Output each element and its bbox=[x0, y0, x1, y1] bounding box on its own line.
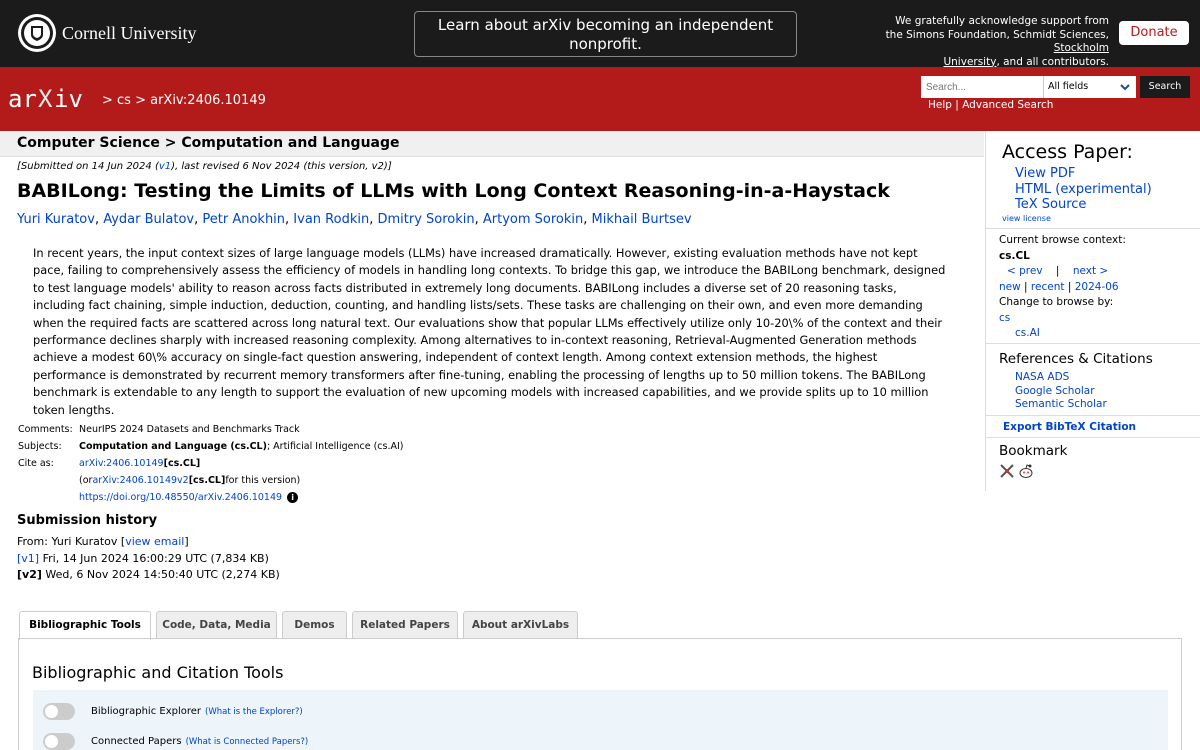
browse-csai-link[interactable]: cs.AI bbox=[1015, 327, 1040, 339]
author-link[interactable]: Aydar Bulatov bbox=[103, 212, 195, 227]
cornell-wordmark: Cornell University bbox=[62, 22, 197, 43]
browse-cs-link[interactable]: cs bbox=[999, 311, 1011, 324]
author-link[interactable]: Artyom Sorokin bbox=[482, 212, 584, 227]
bibsonomy-icon[interactable] bbox=[999, 463, 1015, 479]
submission-history: From: Yuri Kuratov [view email] [v1] Fri, 14 Jun 2024 16:00:29 UTC (7,834 KB) [v2] Wed, 6 Nov 2024 14:50:40 UTC (2,274 KB) bbox=[17, 535, 280, 581]
v1-link[interactable]: v1 bbox=[158, 161, 172, 172]
references-links bbox=[1015, 371, 1107, 412]
browse-context: Current browse context: cs.CL < prev | next > new | recent | 2024-06 Change to browse by: cs cs.AI bbox=[999, 233, 1199, 342]
cornell-banner bbox=[0, 0, 1200, 67]
author-link[interactable]: Yuri Kuratov bbox=[17, 212, 95, 227]
month-link[interactable]: 2024-06 bbox=[1074, 280, 1119, 293]
reddit-icon[interactable] bbox=[1018, 463, 1034, 479]
search-field-select[interactable]: All fields bbox=[1043, 76, 1136, 98]
stockholm-link[interactable]: Stockholm bbox=[1053, 42, 1109, 54]
cite-v2-link[interactable]: arXiv:2406.10149v2 bbox=[92, 475, 189, 486]
divider bbox=[986, 343, 1200, 344]
html-link[interactable]: HTML (experimental) bbox=[1015, 181, 1152, 197]
view-email-link[interactable]: view email bbox=[125, 535, 185, 548]
tool-connected-papers: Connected Papers (What is Connected Papers?) bbox=[43, 733, 308, 750]
subject-header bbox=[0, 131, 984, 157]
author-link[interactable]: Dmitry Sorokin bbox=[377, 212, 475, 227]
paper-title: BABILong: Testing the Limits of LLMs with Long Context Reasoning-in-a-Haystack bbox=[17, 180, 890, 202]
author-link[interactable]: Ivan Rodkin bbox=[293, 212, 370, 227]
tex-source-link[interactable]: TeX Source bbox=[1015, 197, 1087, 212]
bibtools-heading: Bibliographic and Citation Tools bbox=[32, 663, 284, 682]
tab-related-papers[interactable]: Related Papers bbox=[352, 611, 458, 639]
svg-text:ar: ar bbox=[8, 85, 37, 113]
references-title: References & Citations bbox=[999, 351, 1153, 367]
comments-label: Comments: bbox=[18, 424, 73, 435]
tab-demos[interactable]: Demos bbox=[282, 611, 347, 639]
university-link[interactable]: University bbox=[943, 55, 997, 68]
subject-path: Computer Science > Computation and Language bbox=[17, 135, 400, 151]
explorer-toggle[interactable] bbox=[43, 703, 75, 720]
divider bbox=[986, 437, 1200, 438]
divider bbox=[986, 415, 1200, 416]
next-link[interactable]: next > bbox=[1072, 265, 1109, 277]
bookmark-icons bbox=[999, 463, 1034, 479]
submission-dates: [Submitted on 14 Jun 2024 (v1), last revised 6 Nov 2024 (this version, v2)] bbox=[17, 161, 392, 172]
comments-value: NeurIPS 2024 Datasets and Benchmarks Track bbox=[79, 424, 300, 435]
search-input[interactable] bbox=[921, 76, 1043, 98]
view-pdf-link[interactable]: View PDF bbox=[1015, 166, 1076, 181]
support-acknowledgement: We gratefully acknowledge support from the Simons Foundation, Schmidt Sciences, Stockholm University, and all contributors. bbox=[885, 15, 1109, 68]
author-list: Yuri Kuratov, Aydar Bulatov, Petr Anokhin, Ivan Rodkin, Dmitry Sorokin, Artyom Sorokin, Mikhail Burtsev bbox=[17, 212, 692, 227]
help-link[interactable]: Help bbox=[928, 99, 952, 111]
connected-papers-toggle[interactable] bbox=[43, 733, 75, 750]
cornell-logo[interactable] bbox=[18, 14, 196, 52]
semantic-scholar-link[interactable]: Semantic Scholar bbox=[1015, 398, 1107, 410]
doi-link[interactable]: https://doi.org/10.48550/arXiv.2406.10149 bbox=[79, 492, 283, 503]
new-link[interactable]: new bbox=[999, 280, 1021, 293]
arxiv-header bbox=[0, 67, 1200, 131]
history-v2-label: [v2] bbox=[17, 568, 42, 581]
cite-label: Cite as: bbox=[18, 458, 54, 469]
connected-papers-help-link[interactable]: (What is Connected Papers?) bbox=[185, 736, 309, 747]
tab-bibliographic-tools[interactable]: Bibliographic Tools bbox=[19, 611, 151, 640]
primary-subject: Computation and Language (cs.CL) bbox=[79, 441, 267, 452]
prev-link[interactable]: < prev bbox=[1007, 265, 1043, 277]
explorer-help-link[interactable]: (What is the Explorer?) bbox=[205, 706, 303, 717]
bookmark-title: Bookmark bbox=[999, 443, 1068, 459]
advanced-search-link[interactable]: Advanced Search bbox=[962, 99, 1054, 111]
subjects-label: Subjects: bbox=[18, 441, 62, 452]
tool-bibliographic-explorer: Bibliographic Explorer (What is the Explorer?) bbox=[43, 703, 303, 720]
author-link[interactable]: Petr Anokhin bbox=[202, 212, 286, 227]
donate-button[interactable]: Donate bbox=[1119, 21, 1189, 45]
history-v1-link[interactable]: [v1] bbox=[17, 551, 40, 565]
access-paper-title: Access Paper: bbox=[1002, 141, 1133, 163]
cornell-seal-icon bbox=[18, 14, 56, 52]
svg-text:X: X bbox=[38, 85, 53, 113]
cite-link[interactable]: arXiv:2406.10149 bbox=[79, 458, 164, 469]
google-scholar-link[interactable]: Google Scholar bbox=[1015, 384, 1095, 397]
author-link[interactable]: Mikhail Burtsev bbox=[591, 212, 692, 227]
arxiv-logo[interactable] bbox=[8, 85, 102, 119]
breadcrumb[interactable]: > cs > arXiv:2406.10149 bbox=[102, 93, 266, 108]
export-bibtex-link[interactable]: Export BibTeX Citation bbox=[1003, 421, 1137, 433]
bibtools-list bbox=[33, 690, 1168, 750]
announcement-banner[interactable]: Learn about arXiv becoming an independent nonprofit. bbox=[414, 11, 797, 57]
svg-text:iv: iv bbox=[54, 85, 83, 113]
sidebar bbox=[985, 131, 1200, 491]
tab-code-data-media[interactable]: Code, Data, Media bbox=[156, 611, 277, 639]
view-license-link[interactable]: view license bbox=[1002, 214, 1051, 223]
chevron-down-icon bbox=[1119, 81, 1131, 93]
history-title: Submission history bbox=[17, 513, 158, 528]
metadata-table: Comments: NeurIPS 2024 Datasets and Benchmarks Track Subjects: Computation and Language (cs.CL) ; Artificial Intelligence (cs.AI) Cite as: arXiv:2406.10149 [cs.CL] (or arXiv:2406.10149v2 [cs.CL] for this version) https://doi.org/10.48550/arXiv.2406.10149 i bbox=[18, 424, 404, 503]
tab-about-arxivlabs[interactable]: About arXivLabs bbox=[463, 611, 578, 639]
search-help-links: Help | Advanced Search bbox=[928, 99, 1054, 111]
nasa-ads-link[interactable]: NASA ADS bbox=[1015, 371, 1070, 383]
tab-panel bbox=[18, 638, 1182, 750]
search-button[interactable]: Search bbox=[1140, 76, 1190, 98]
browse-context-value: cs.CL bbox=[999, 249, 1030, 262]
access-links bbox=[1015, 166, 1152, 213]
access-paper-box bbox=[986, 131, 1200, 229]
info-icon[interactable]: i bbox=[287, 492, 298, 503]
recent-link[interactable]: recent bbox=[1030, 280, 1065, 293]
abstract: In recent years, the input context sizes of large language models (LLMs) have increased dramatically. However, existing evaluation methods have not kept pace, failing to comprehensively assess the efficiency of models in handling long contexts. To bridge this gap, we introduce the BABILong benchmark, designed to test language models' ability to reason across facts distributed in extremely long documents. BABILong includes a diverse set of 20 reasoning tasks, including fact chaining, simple induction, deduction, counting, and handling lists/sets. These tasks are challenging on their own, and even more demanding when the required facts are scattered across long natural text. Our evaluations show that popular LLMs effectively utilize only 10-20\% of the context and their performance declines sharply with increased reasoning complexity. Among alternatives to in-context reasoning, Retrieval-Augmented Generation methods achieve a modest 60\% accuracy on single-fact question answering, independent of context length. Among context extension methods, the highest performance is demonstrated by recurrent memory transformers after fine-tuning, enabling the processing of lengths up to 50 million tokens. The BABILong benchmark is extendable to any length to support the evaluation of new upcoming models with increased capabilities, and we provide splits up to 10 million token lengths. bbox=[33, 246, 946, 417]
